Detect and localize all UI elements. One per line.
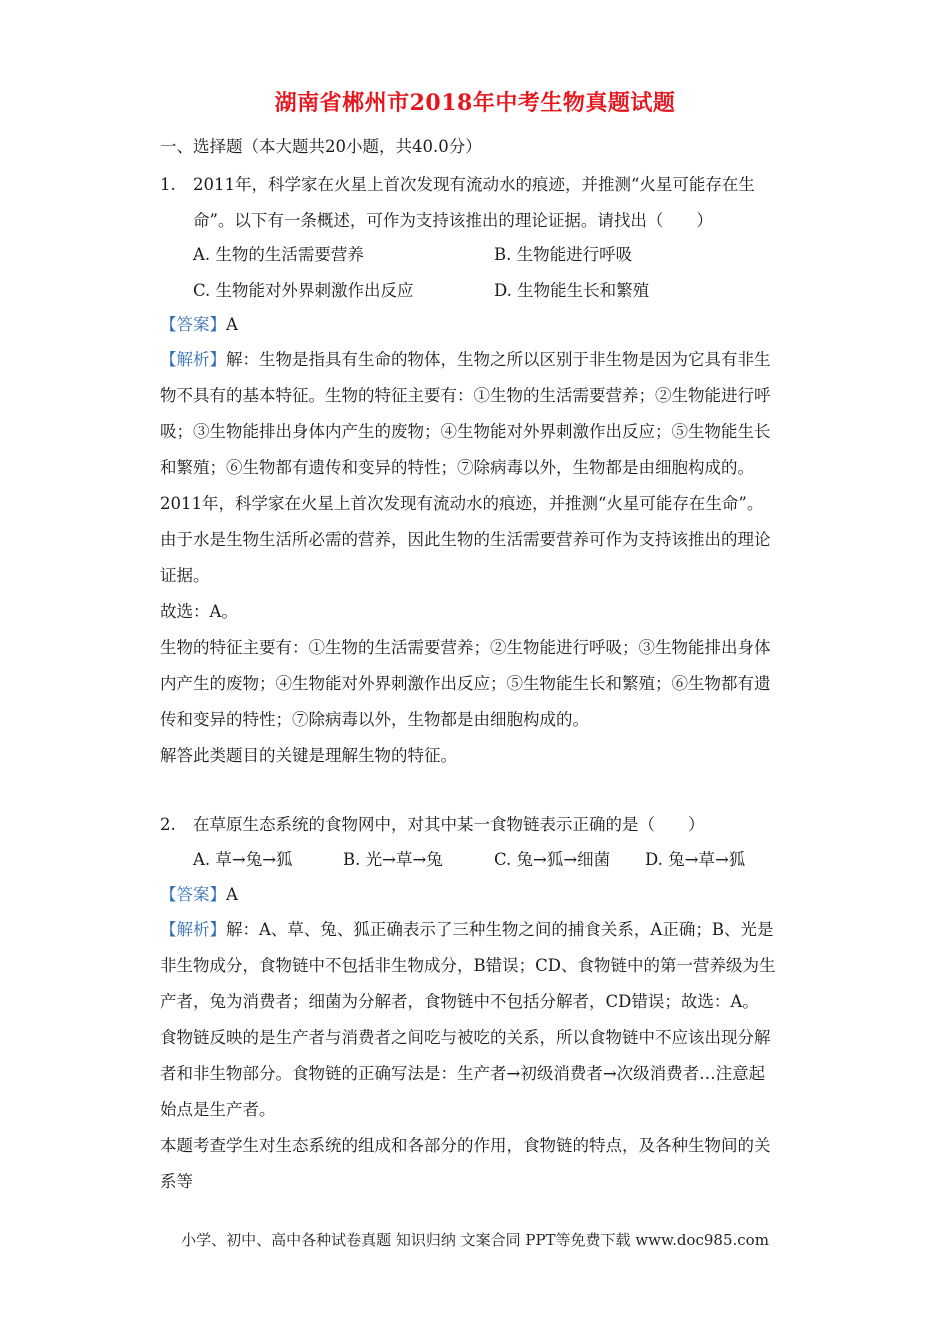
q1-option-c: C. 生物能对外界刺激作出反应 [193, 281, 414, 300]
q2-option-b: B. 光→草→兔 [343, 850, 443, 869]
q1-analysis-line: 生物的特征主要有：①生物的生活需要营养；②生物能进行呼吸；③生物能排出身体 [160, 638, 771, 657]
q2-answer-value: A [226, 885, 238, 904]
q2-number: 2. [160, 815, 176, 834]
q1-analysis-first [160, 350, 771, 370]
q2-answer [160, 885, 238, 905]
q2-analysis-tag: 【解析】 [160, 920, 226, 939]
q1-analysis-line: 和繁殖；⑥生物都有遗传和变异的特性；⑦除病毒以外，生物都是由细胞构成的。 [160, 458, 754, 477]
q1-analysis-line: 故选：A。 [160, 602, 238, 621]
q1-option-a: A. 生物的生活需要营养 [193, 245, 364, 264]
q1-answer-value: A [226, 315, 238, 334]
page-title: 湖南省郴州市2018年中考生物真题试题 [274, 90, 676, 116]
q1-analysis-line: 解答此类题目的关键是理解生物的特征。 [160, 746, 457, 765]
q2-analysis-line: 始点是生产者。 [160, 1100, 276, 1119]
q1-analysis-text: 解：生物是指具有生命的物体，生物之所以区别于非生物是因为它具有非生 [226, 350, 771, 369]
q1-stem-line1: 2011年，科学家在火星上首次发现有流动水的痕迹，并推测“火星可能存在生 [193, 175, 755, 194]
q2-answer-tag: 【答案】 [160, 885, 226, 904]
q1-analysis-line: 证据。 [160, 566, 210, 585]
q2-analysis-line: 产者，兔为消费者；细菌为分解者，食物链中不包括分解者，CD错误；故选：A。 [160, 992, 759, 1011]
q1-analysis-tag: 【解析】 [160, 350, 226, 369]
q1-analysis-line: 传和变异的特性；⑦除病毒以外，生物都是由细胞构成的。 [160, 710, 589, 729]
q1-option-d: D. 生物能生长和繁殖 [494, 281, 650, 300]
q2-analysis-first [160, 920, 773, 940]
q2-analysis-line: 者和非生物部分。食物链的正确写法是：生产者→初级消费者→次级消费者…注意起 [160, 1064, 766, 1083]
q2-option-a: A. 草→兔→狐 [193, 850, 293, 869]
q1-analysis-line: 由于水是生物生活所必需的营养，因此生物的生活需要营养可作为支持该推出的理论 [160, 530, 771, 549]
section-heading: 一、选择题（本大题共20小题，共40.0分） [160, 137, 482, 156]
page-footer: 小学、初中、高中各种试卷真题 知识归纳 文案合同 PPT等免费下载 www.doc985.com [181, 1231, 769, 1249]
q1-analysis-line: 物不具有的基本特征。生物的特征主要有：①生物的生活需要营养；②生物能进行呼 [160, 386, 771, 405]
q2-analysis-line: 非生物成分，食物链中不包括非生物成分，B错误；CD、食物链中的第一营养级为生 [160, 956, 776, 975]
q1-analysis-line: 2011年，科学家在火星上首次发现有流动水的痕迹，并推测“火星可能存在生命”。 [160, 494, 764, 513]
q1-answer-tag: 【答案】 [160, 315, 226, 334]
q2-analysis-text: 解：A、草、兔、狐正确表示了三种生物之间的捕食关系，A正确；B、光是 [226, 920, 774, 939]
q1-analysis-line: 吸；③生物能排出身体内产生的废物；④生物能对外界刺激作出反应；⑤生物能生长 [160, 422, 771, 441]
q1-answer [160, 315, 238, 335]
q2-option-d: D. 兔→草→狐 [645, 850, 746, 869]
q2-analysis-line: 系等 [160, 1172, 193, 1191]
q2-analysis-line: 本题考查学生对生态系统的组成和各部分的作用，食物链的特点，及各种生物间的关 [160, 1136, 771, 1155]
q2-option-c: C. 兔→狐→细菌 [494, 850, 611, 869]
q2-analysis-line: 食物链反映的是生产者与消费者之间吃与被吃的关系，所以食物链中不应该出现分解 [160, 1028, 771, 1047]
q1-stem-line2: 命”。以下有一条概述，可作为支持该推出的理论证据。请找出（ ） [193, 211, 713, 230]
q2-stem: 在草原生态系统的食物网中，对其中某一食物链表示正确的是（ ） [193, 815, 705, 834]
q1-option-b: B. 生物能进行呼吸 [494, 245, 633, 264]
q1-analysis-line: 内产生的废物；④生物能对外界刺激作出反应；⑤生物能生长和繁殖；⑥生物都有遗 [160, 674, 771, 693]
q1-number: 1. [160, 175, 176, 194]
